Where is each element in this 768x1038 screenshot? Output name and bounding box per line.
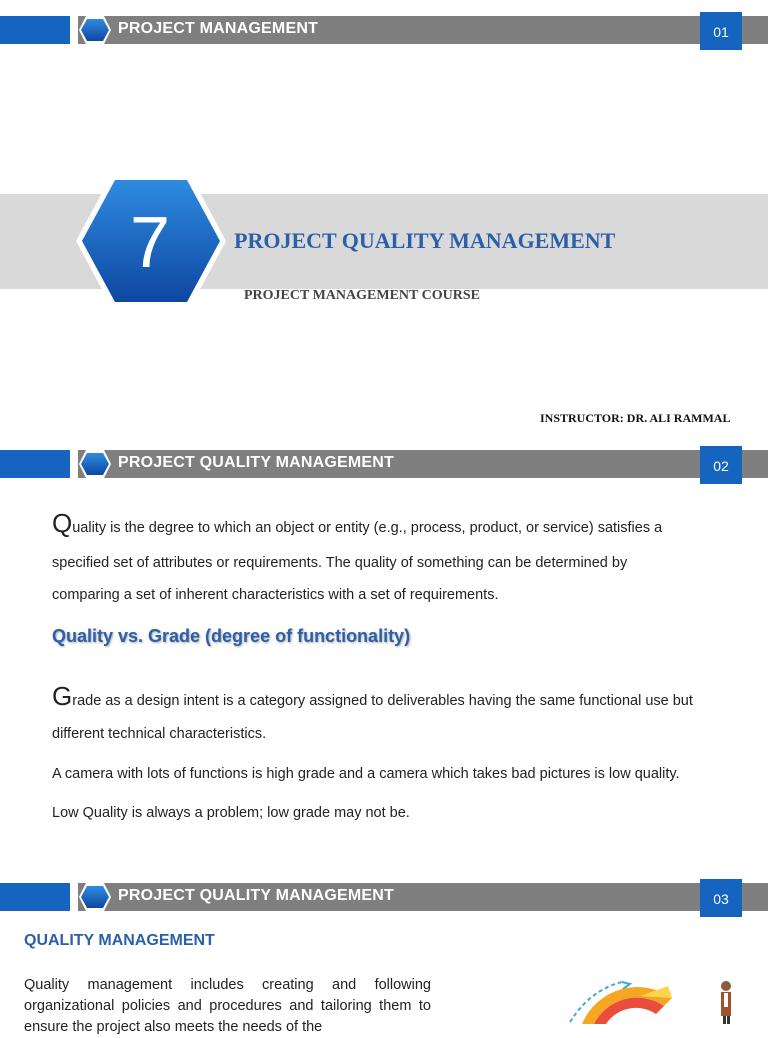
quality-grade-note: Low Quality is always a problem; low grade may not be. <box>52 805 410 821</box>
slide2-header <box>0 450 768 480</box>
header-accent <box>0 450 70 478</box>
hexagon-icon <box>78 882 112 912</box>
page-title: PROJECT QUALITY MANAGEMENT <box>234 228 616 253</box>
hexagon-icon <box>78 449 112 479</box>
header-accent <box>0 883 70 911</box>
camera-example: A camera with lots of functions is high grade and a camera which takes bad pictures is low quality. <box>52 766 680 782</box>
header-title: PROJECT MANAGEMENT <box>118 20 319 37</box>
hexagon-icon <box>78 15 112 45</box>
slide1-header <box>0 16 768 46</box>
page-number-badge: 02 <box>700 446 742 484</box>
slide3-header <box>0 883 768 913</box>
quality-management-heading: QUALITY MANAGEMENT <box>24 932 215 949</box>
chapter-number: 7 <box>129 203 171 283</box>
drop-cap: G <box>52 681 73 711</box>
page-number-badge: 01 <box>700 12 742 50</box>
header-title: PROJECT QUALITY MANAGEMENT <box>118 887 395 904</box>
quality-definition-line1: Quality is the degree to which an object or entity (e.g., process, product, or service) satisfies a <box>52 508 663 538</box>
instructor-label: INSTRUCTOR: DR. ALI RAMMAL <box>540 411 731 425</box>
section-heading: Quality vs. Grade (degree of functionality) <box>52 626 411 646</box>
grade-definition-line1: Grade as a design intent is a category assigned to deliverables having the same functional use but <box>52 681 693 711</box>
drop-cap: Q <box>52 508 73 538</box>
header-title: PROJECT QUALITY MANAGEMENT <box>118 454 395 471</box>
header-accent <box>0 16 70 44</box>
quality-management-text: Quality management includes creating and following organizational policies and procedures and tailoring them to ensure the project also meets the needs of the <box>24 977 431 1035</box>
quality-definition-line2: specified set of attributes or requirements. The quality of something can be determined by <box>52 555 628 571</box>
page-number-badge: 03 <box>700 879 742 917</box>
grade-definition-line2: different technical characteristics. <box>52 726 267 742</box>
chapter-hexagon-icon <box>74 172 228 310</box>
quality-definition-line3: comparing a set of inherent characteristics with a set of requirements. <box>52 587 499 603</box>
course-subtitle: PROJECT MANAGEMENT COURSE <box>244 288 480 303</box>
quality-gauge-illustration <box>560 976 750 1024</box>
